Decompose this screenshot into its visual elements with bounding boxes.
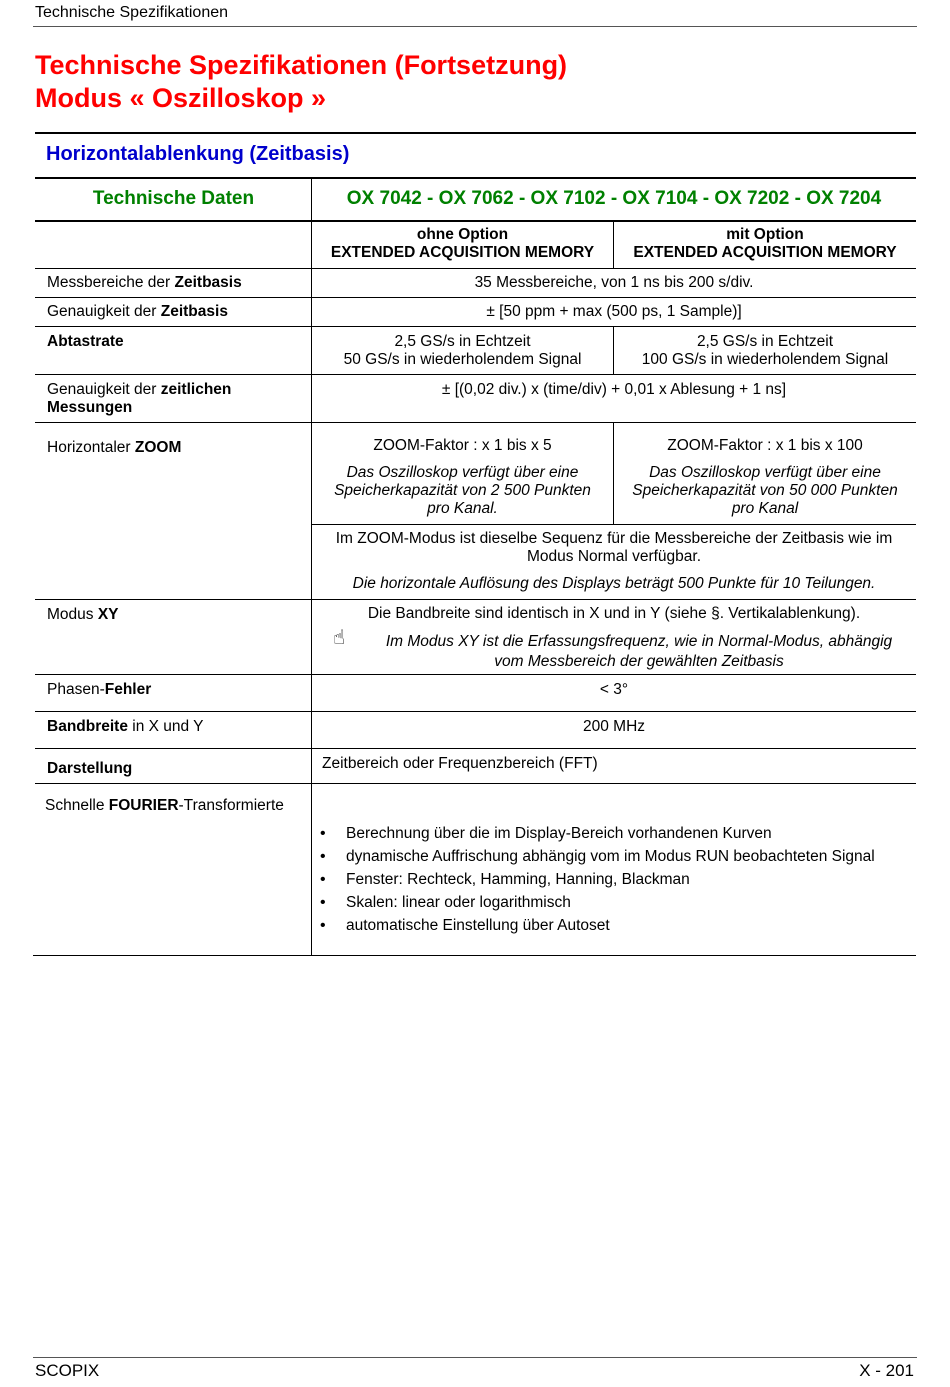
note-line2: Speicherkapazität von 2 500 Punkten xyxy=(334,482,591,499)
page-title xyxy=(35,49,567,115)
row-value-abtastrate-right xyxy=(614,333,916,369)
running-header: Technische Spezifikationen xyxy=(35,4,229,21)
label-bold-1: zeitlichen xyxy=(160,381,232,398)
value-line2: 100 GS/s in wiederholendem Signal xyxy=(641,351,889,368)
row-rule xyxy=(35,711,916,712)
row-value-xy: Die Bandbreite sind identisch in X und in Y (siehe §. Vertikalablenkung). xyxy=(367,605,861,622)
list-item: • automatische Einstellung über Autoset xyxy=(320,914,875,937)
row-value-abtastrate-left xyxy=(312,333,613,369)
row-value-zoom-common xyxy=(312,530,916,593)
list-item: • Fenster: Rechteck, Hamming, Hanning, Blackman xyxy=(320,868,875,891)
sub-header-left-line2: EXTENDED ACQUISITION MEMORY xyxy=(330,244,595,261)
row-rule xyxy=(35,599,916,600)
sub-header-right xyxy=(614,226,916,262)
label-text-post: -Transformierte xyxy=(178,797,284,814)
row-label-phasen xyxy=(47,681,309,699)
row-value-zoom-left xyxy=(312,437,613,518)
row-note-xy xyxy=(362,632,916,672)
row-label-abtastrate: Abtastrate xyxy=(47,333,124,350)
label-bold: ZOOM xyxy=(134,439,182,456)
label-text: Modus xyxy=(47,606,98,623)
row-label-darstellung: Darstellung xyxy=(47,760,133,777)
row-label-messbereiche xyxy=(47,274,309,292)
header-rule xyxy=(33,26,917,27)
row-value-bandbreite: 200 MHz xyxy=(582,718,646,735)
note-line2: Speicherkapazität von 50 000 Punkten xyxy=(632,482,898,499)
sub-header-left xyxy=(312,226,613,262)
row-rule xyxy=(35,674,916,675)
zoom-note xyxy=(312,464,613,518)
footer-rule xyxy=(33,1357,917,1358)
section-title: Horizontalablenkung (Zeitbasis) xyxy=(46,143,350,165)
label-text: Messbereiche der xyxy=(47,274,175,291)
list-item: • dynamische Auffrischung abhängig vom im Modus RUN beobachteten Signal xyxy=(320,845,875,868)
section-rule-top xyxy=(35,132,916,134)
zoom-factor: ZOOM-Faktor : x 1 bis x 100 xyxy=(667,437,863,454)
value-line2: 50 GS/s in wiederholendem Signal xyxy=(343,351,582,368)
note-line3: pro Kanal xyxy=(731,500,799,517)
label-text: Schnelle xyxy=(45,797,109,814)
note-line2: vom Messbereich der gewählten Zeitbasis xyxy=(494,653,784,670)
table-header-right: OX 7042 - OX 7062 - OX 7102 - OX 7104 - OX 7202 - OX 7204 xyxy=(346,188,882,209)
label-text: Phasen- xyxy=(47,681,105,698)
page-title-line2: Modus « Oszilloskop » xyxy=(35,83,327,113)
table-bottom-rule xyxy=(33,955,916,956)
note-line1: Das Oszilloskop verfügt über eine xyxy=(346,464,579,481)
fft-feature-list xyxy=(320,822,875,937)
footer-left: SCOPIX xyxy=(35,1361,100,1380)
label-text: Genauigkeit der xyxy=(47,303,161,320)
common-line2: Modus Normal verfügbar. xyxy=(526,548,702,565)
label-bold: XY xyxy=(97,606,119,623)
label-bold: Zeitbasis xyxy=(160,303,228,320)
label-text: Horizontaler xyxy=(47,439,135,456)
label-bold: Fehler xyxy=(104,681,152,698)
row-label-xy xyxy=(47,606,309,624)
row-label-genauigkeit xyxy=(47,303,309,321)
row-value-messbereiche: 35 Messbereiche, von 1 ns bis 200 s/div. xyxy=(474,274,754,291)
list-item: • Berechnung über die im Display-Bereich vorhandenen Kurven xyxy=(320,822,875,845)
zoom-inner-rule xyxy=(312,524,916,525)
zoom-factor: ZOOM-Faktor : x 1 bis x 5 xyxy=(373,437,552,454)
row-rule xyxy=(35,326,916,327)
label-text: in X und Y xyxy=(127,718,204,735)
row-rule xyxy=(35,783,916,784)
row-label-zoom xyxy=(47,439,309,457)
row-rule xyxy=(35,422,916,423)
value-line1: 2,5 GS/s in Echtzeit xyxy=(696,333,834,350)
pointing-hand-icon: ☝ xyxy=(333,627,346,649)
row-label-zeitliche xyxy=(47,381,309,417)
sub-header-left-line1: ohne Option xyxy=(416,226,509,243)
sub-header-right-line2: EXTENDED ACQUISITION MEMORY xyxy=(633,244,897,261)
note-line1: Im Modus XY ist die Erfassungsfrequenz, wie in Normal-Modus, abhängig xyxy=(385,633,893,650)
table-header-left: Technische Daten xyxy=(92,188,255,209)
row-value-genauigkeit: ± [50 ppm + max (500 ps, 1 Sample)] xyxy=(486,303,742,320)
page-number: X - 201 xyxy=(859,1361,914,1380)
row-value-zeitliche: ± [(0,02 div.) x (time/div) + 0,01 x Ablesung + 1 ns] xyxy=(441,381,787,398)
sub-header-right-line1: mit Option xyxy=(726,226,804,243)
value-line1: 2,5 GS/s in Echtzeit xyxy=(394,333,531,350)
list-item: • Skalen: linear oder logarithmisch xyxy=(320,891,875,914)
row-rule xyxy=(35,374,916,375)
row-value-zoom-right xyxy=(614,437,916,518)
row-rule xyxy=(35,748,916,749)
note-line1: Das Oszilloskop verfügt über eine xyxy=(649,464,881,481)
row-label-bandbreite xyxy=(47,718,309,736)
row-rule xyxy=(35,297,916,298)
row-value-darstellung: Zeitbereich oder Frequenzbereich (FFT) xyxy=(322,755,598,772)
label-bold: Zeitbasis xyxy=(174,274,242,291)
row-label-fft xyxy=(45,797,309,815)
row-value-phasen: < 3° xyxy=(599,681,629,698)
common-italic: Die horizontale Auflösung des Displays beträgt 500 Punkte für 10 Teilungen. xyxy=(352,575,876,592)
common-line1: Im ZOOM-Modus ist dieselbe Sequenz für die Messbereiche der Zeitbasis wie im xyxy=(335,530,893,547)
label-text: Genauigkeit der xyxy=(47,381,161,398)
label-bold-2: Messungen xyxy=(47,399,133,416)
row-rule xyxy=(35,268,916,269)
zoom-note xyxy=(614,464,916,518)
label-bold: Bandbreite xyxy=(47,718,128,735)
page-title-line1: Technische Spezifikationen (Fortsetzung) xyxy=(35,50,568,80)
note-line3: pro Kanal. xyxy=(427,500,498,517)
table-header-rule xyxy=(35,220,916,222)
label-bold: FOURIER xyxy=(108,797,179,814)
